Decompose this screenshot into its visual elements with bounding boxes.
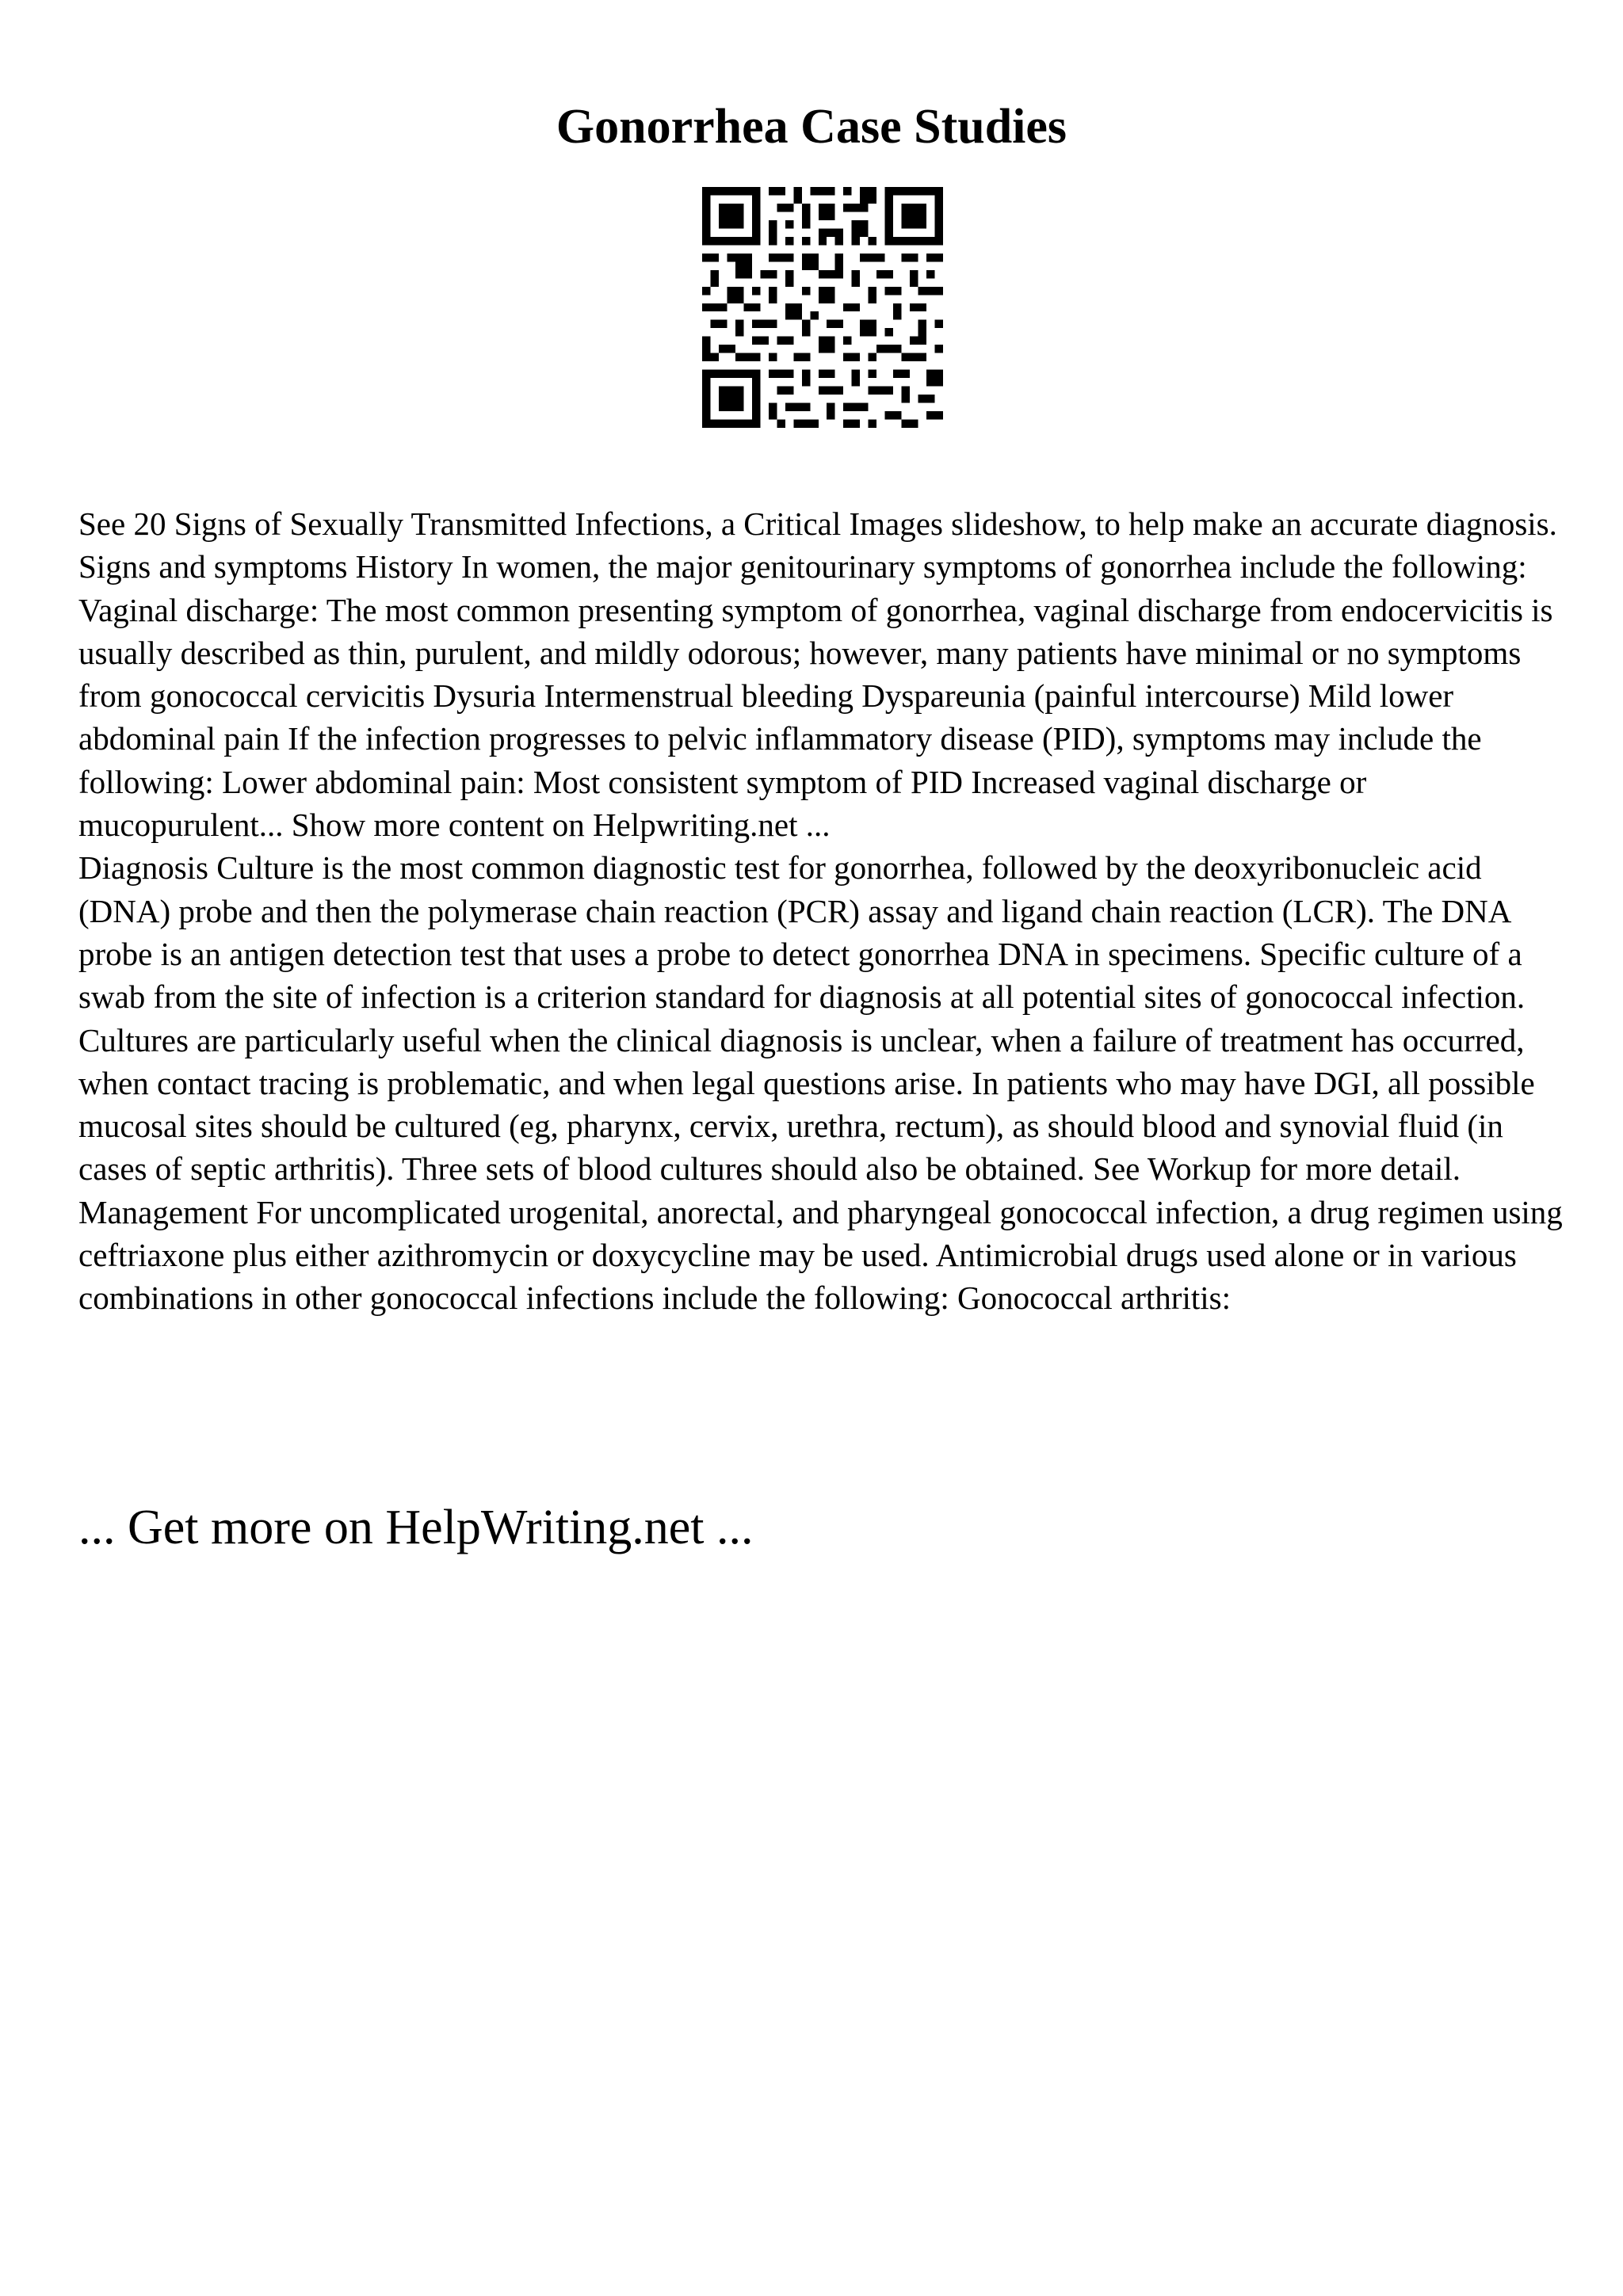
paragraph-1: See 20 Signs of Sexually Transmitted Infections, a Critical Images slideshow, to help make an accurate diagnosis. Signs and symptoms History In women, the major genitourinary symptoms of gonorrhea include the following: Vaginal discharge: The most common presenting symptom of gonorrhea, vaginal discharge from endocervicitis is usually described as thin, purulent, and mildly odorous; however, many patients have minimal or no symptoms from gonococcal cervicitis Dysuria Intermenstrual bleeding Dyspareunia (painful intercourse) Mild lower abdominal pain If the infection progresses to pelvic inflammatory disease (PID), symptoms may include the following: Lower abdominal pain: Most consistent symptom of PID Increased vaginal discharge or mucopurulent... Show more content on Helpwriting.net ... bbox=[78, 505, 1557, 844]
qr-code-icon[interactable] bbox=[702, 187, 943, 428]
paragraph-2: Diagnosis Culture is the most common diagnostic test for gonorrhea, followed by the deoxyribonucleic acid (DNA) probe and then the polymerase chain reaction (PCR) assay and ligand chain reaction (LCR). The DNA probe is an antigen detection test that uses a probe to detect gonorrhea DNA in specimens. Specific culture of a swab from the site of infection is a criterion standard for diagnosis at all potential sites of gonococcal infection. Cultures are particularly useful when the clinical diagnosis is unclear, when a failure of treatment has occurred, when contact tracing is problematic, and when legal questions arise. In patients who may have DGI, all possible mucosal sites should be cultured (eg, pharynx, cervix, urethra, rectum), as should blood and synovial fluid (in cases of septic arthritis). Three sets of blood cultures should also be obtained. See Workup for more detail. Management For uncomplicated urogenital, anorectal, and pharyngeal gonococcal infection, a drug regimen using ceftriaxone plus either azithromycin or doxycycline may be used. Antimicrobial drugs used alone or in various combinations in other gonococcal infections include the following: Gonococcal arthritis: bbox=[78, 849, 1563, 1317]
get-more-link[interactable]: ... Get more on HelpWriting.net ... bbox=[78, 1501, 754, 1554]
page-title: Gonorrhea Case Studies bbox=[556, 100, 1067, 154]
article-body bbox=[78, 502, 1568, 1320]
